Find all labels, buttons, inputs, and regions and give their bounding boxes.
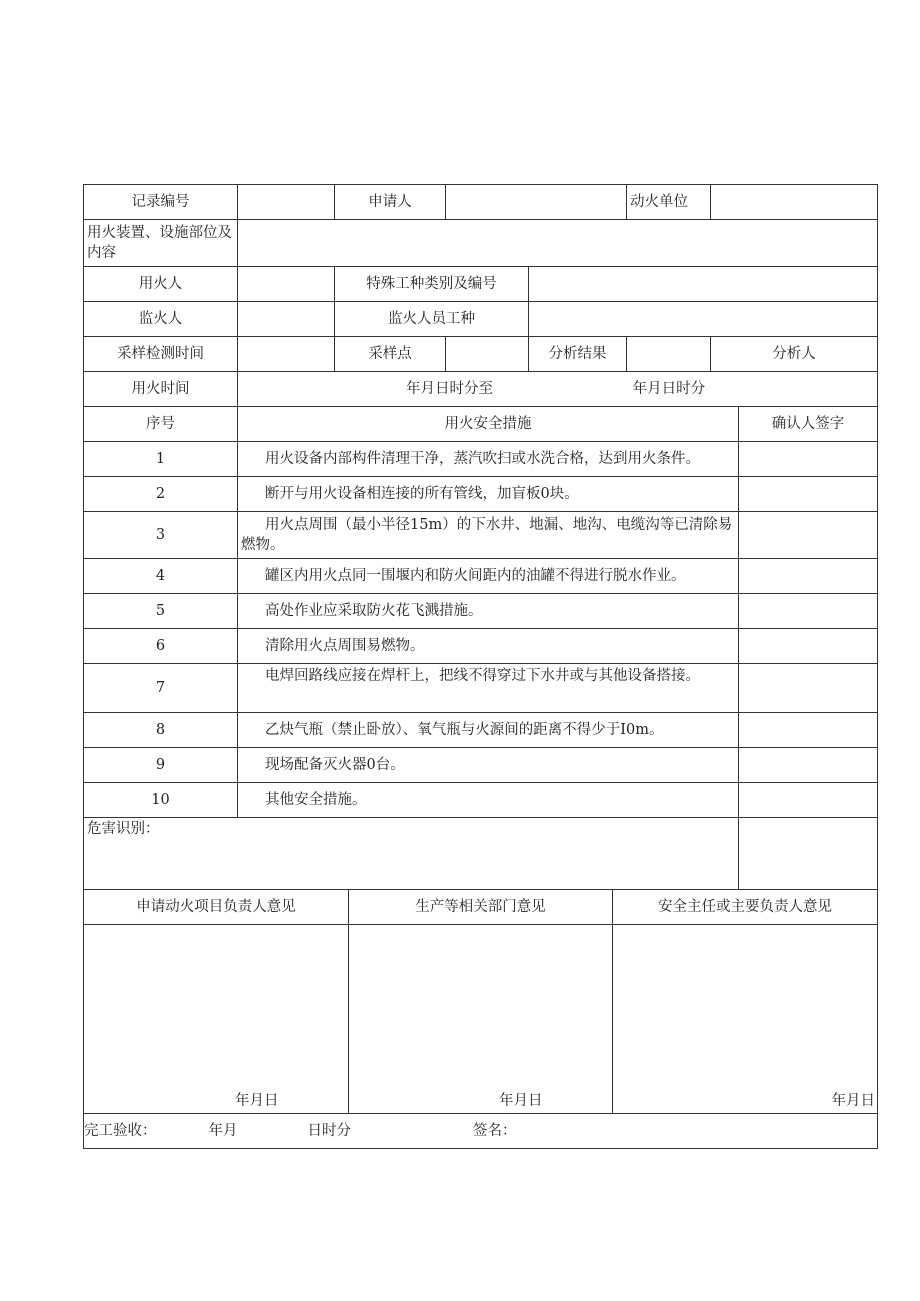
analyst-label: 分析人 <box>711 337 878 372</box>
confirm-signature-field[interactable] <box>739 559 878 594</box>
completion-ym: 年月 <box>208 1123 238 1139</box>
measure-row <box>84 594 878 629</box>
project-leader-opinion-field[interactable] <box>84 925 349 1114</box>
permit-table <box>83 184 878 890</box>
measure-no: 2 <box>84 477 238 512</box>
measure-row <box>84 629 878 664</box>
production-dept-date: 年月日 <box>499 1093 543 1109</box>
measure-text: 乙炔气瓶（禁止卧放）、氧气瓶与火源间的距离不得少于I0m。 <box>238 713 739 748</box>
measure-text: 其他安全措施。 <box>238 783 739 818</box>
confirm-signature-field[interactable] <box>739 664 878 713</box>
confirm-signature-field[interactable] <box>739 713 878 748</box>
confirm-signature-field[interactable] <box>739 512 878 559</box>
measure-text: 高处作业应采取防火花飞溅措施。 <box>238 594 739 629</box>
completion-label: 完工验收： <box>84 1123 157 1139</box>
fire-time-field[interactable] <box>238 372 878 407</box>
measure-text: 现场配备灭火器0台。 <box>238 748 739 783</box>
row-hazard <box>84 818 878 890</box>
safety-director-date: 年月日 <box>831 1093 875 1109</box>
record-no-label: 记录编号 <box>84 185 238 220</box>
measure-row <box>84 512 878 559</box>
measure-text: 清除用火点周围易燃物。 <box>238 629 739 664</box>
opinion-header-row <box>84 890 878 925</box>
measure-row <box>84 713 878 748</box>
measure-no: 4 <box>84 559 238 594</box>
watcher-type-field[interactable] <box>529 302 878 337</box>
sample-time-label: 采样检测时间 <box>84 337 238 372</box>
measure-row <box>84 559 878 594</box>
location-field[interactable] <box>238 220 878 267</box>
project-leader-date: 年月日 <box>235 1093 279 1109</box>
col-no-header: 序号 <box>84 407 238 442</box>
hazard-signature-field[interactable] <box>739 818 878 890</box>
measure-text: 电焊回路线应接在焊杆上，把线不得穿过下水井或与其他设备搭接。 <box>238 664 739 713</box>
measure-no: 10 <box>84 783 238 818</box>
completion-dhm: 日时分 <box>307 1123 351 1139</box>
sample-time-field[interactable] <box>238 337 335 372</box>
special-work-field[interactable] <box>529 267 878 302</box>
fire-user-label: 用火人 <box>84 267 238 302</box>
sample-point-label: 采样点 <box>335 337 446 372</box>
confirm-signature-field[interactable] <box>739 477 878 512</box>
completion-row <box>84 1114 878 1149</box>
confirm-signature-field[interactable] <box>739 442 878 477</box>
measure-no: 6 <box>84 629 238 664</box>
measure-text: 断开与用火设备相连接的所有管线，加盲板0块。 <box>238 477 739 512</box>
row-watcher <box>84 302 878 337</box>
measure-no: 5 <box>84 594 238 629</box>
watcher-type-label: 监火人员工种 <box>335 302 529 337</box>
applicant-label: 申请人 <box>335 185 446 220</box>
measure-text: 用火点周围（最小半径15m）的下水井、地漏、地沟、电缆沟等已清除易燃物。 <box>238 512 739 559</box>
confirm-signature-field[interactable] <box>739 783 878 818</box>
safety-director-header: 安全主任或主要负责人意见 <box>613 890 878 925</box>
row-fire-time <box>84 372 878 407</box>
row-location <box>84 220 878 267</box>
opinion-body-row <box>84 925 878 1114</box>
measure-text: 用火设备内部构件清理干净，蒸汽吹扫或水洗合格，达到用火条件。 <box>238 442 739 477</box>
project-leader-header: 申请动火项目负责人意见 <box>84 890 349 925</box>
fire-unit-label: 动火单位 <box>627 185 711 220</box>
measure-no: 3 <box>84 512 238 559</box>
row-record <box>84 185 878 220</box>
measures-header-row <box>84 407 878 442</box>
fire-user-field[interactable] <box>238 267 335 302</box>
confirm-signature-field[interactable] <box>739 629 878 664</box>
col-measure-header: 用火安全措施 <box>238 407 739 442</box>
fire-time-label: 用火时间 <box>84 372 238 407</box>
hazard-label: 危害识别： <box>87 821 160 837</box>
hazard-field[interactable] <box>84 818 739 890</box>
fire-time-from: 年月日时分至 <box>406 381 493 397</box>
measure-row <box>84 442 878 477</box>
location-label: 用火装置、设施部位及内容 <box>84 220 238 267</box>
measure-no: 8 <box>84 713 238 748</box>
watcher-label: 监火人 <box>84 302 238 337</box>
measure-row <box>84 664 878 713</box>
fire-time-to: 年月日时分 <box>632 381 706 397</box>
applicant-field[interactable] <box>446 185 627 220</box>
production-dept-header: 生产等相关部门意见 <box>349 890 613 925</box>
measure-row <box>84 783 878 818</box>
row-sampling <box>84 337 878 372</box>
safety-director-opinion-field[interactable] <box>613 925 878 1114</box>
measure-text: 罐区内用火点同一围堰内和防火间距内的油罐不得进行脱水作业。 <box>238 559 739 594</box>
analysis-result-label: 分析结果 <box>529 337 627 372</box>
sample-point-field[interactable] <box>446 337 529 372</box>
measure-row <box>84 748 878 783</box>
fire-unit-field[interactable] <box>711 185 878 220</box>
confirm-signature-field[interactable] <box>739 748 878 783</box>
production-dept-opinion-field[interactable] <box>349 925 613 1114</box>
row-fire-user <box>84 267 878 302</box>
fire-permit-form <box>83 184 877 1149</box>
measure-no: 9 <box>84 748 238 783</box>
measure-no: 7 <box>84 664 238 713</box>
completion-sign: 签名： <box>473 1123 517 1139</box>
completion-field[interactable] <box>84 1114 878 1149</box>
special-work-label: 特殊工种类别及编号 <box>335 267 529 302</box>
opinion-table <box>83 889 878 1149</box>
confirm-signature-field[interactable] <box>739 594 878 629</box>
record-no-field[interactable] <box>238 185 335 220</box>
measure-no: 1 <box>84 442 238 477</box>
measure-row <box>84 477 878 512</box>
col-confirm-header: 确认人签字 <box>739 407 878 442</box>
watcher-field[interactable] <box>238 302 335 337</box>
analysis-result-field[interactable] <box>627 337 711 372</box>
